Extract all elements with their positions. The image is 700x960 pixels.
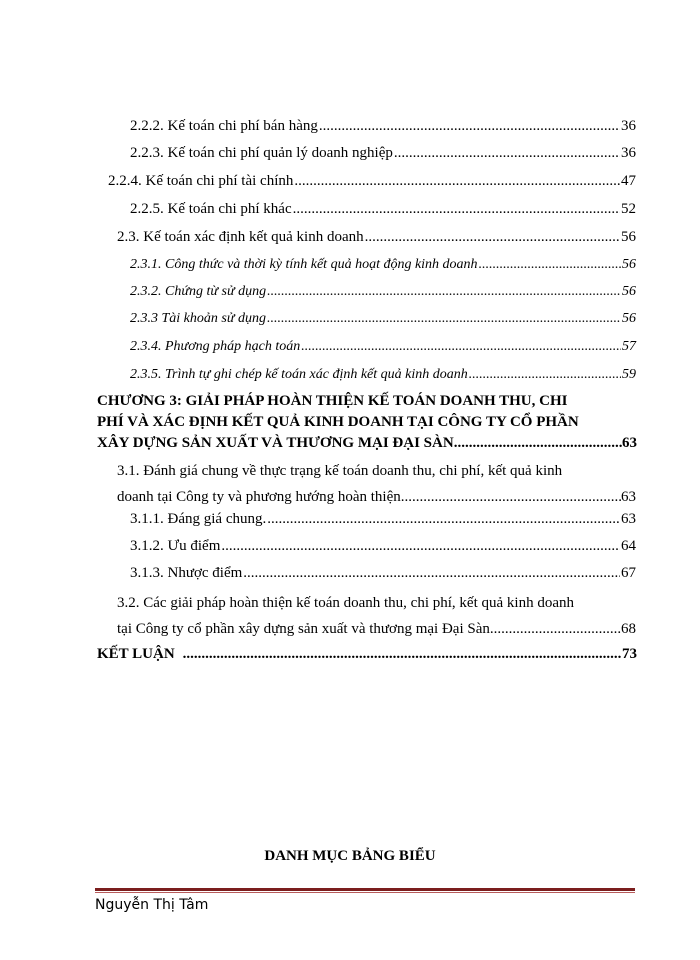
toc-label: 2.3. Kế toán xác định kết quả kinh doanh [117,229,364,245]
toc-label: 2.2.4. Kế toán chi phí tài chính [108,173,294,189]
toc-row-2-3-1[interactable] [130,256,636,274]
toc-page-number: 56 [621,229,636,245]
chapter-3-line-3-text: XÂY DỰNG SẢN XUẤT VÀ THƯƠNG MẠI ĐẠI SÀN. [97,435,458,451]
toc-page-number: 68 [621,621,636,637]
footer-author: Nguyễn Thị Tâm [95,897,209,913]
toc-label: 3.1.3. Nhược điểm [130,565,243,581]
footer-rule-thin [95,892,635,893]
chapter-3-line-1: CHƯƠNG 3: GIẢI PHÁP HOÀN THIỆN KẾ TOÁN DOANH THU, CHI [97,393,568,409]
toc-leader-dots [394,144,620,162]
toc-row-2-2-5[interactable] [130,200,636,218]
toc-page-number: 67 [621,565,636,581]
section-3-2-line-2 [117,616,636,642]
toc-page-number: 52 [621,201,636,217]
toc-page-number: 36 [621,145,636,161]
toc-row-2-3-4[interactable] [130,338,636,356]
toc-page-number: 57 [622,339,636,354]
toc-leader-dots [293,200,620,218]
toc-page-number: 56 [622,311,636,326]
toc-label: 2.2.2. Kế toán chi phí bán hàng [130,118,318,134]
toc-label: 2.2.3. Kế toán chi phí quản lý doanh nghiệp [130,145,393,161]
toc-leader-dots [365,228,620,246]
toc-leader-dots [479,256,621,274]
toc-row-2-2-3[interactable] [130,144,636,162]
toc-label: 2.3.2. Chứng từ sử dụng [130,284,267,299]
toc-leader-dots [243,564,620,582]
toc-row-3-1-3[interactable] [130,564,636,582]
toc-page-number: 36 [621,118,636,134]
toc-row-2-3-5[interactable] [130,366,636,384]
toc-row-3-1-2[interactable] [130,537,636,555]
toc-leader-dots [469,366,621,384]
toc-leader-dots [221,537,620,555]
section-3-1-line-2 [117,484,636,510]
toc-leader-dots [267,283,621,301]
toc-row-2-2-4[interactable] [108,172,636,190]
toc-section-3-2[interactable] [117,590,636,642]
toc-leader-dots [319,117,620,135]
toc-page-number: 59 [622,367,636,382]
toc-label: 2.3.1. Công thức và thời kỳ tính kết quả hoạt động kinh doanh [130,257,478,272]
toc-page-number: 73 [622,646,637,662]
toc-page-number: 56 [622,257,636,272]
toc-row-conclusion[interactable] [97,645,637,663]
toc-row-2-3[interactable] [117,228,636,246]
toc-label: 2.3.5. Trình tự ghi chép kế toán xác định kết quả kinh doanh [130,367,468,382]
section-3-1-line-2-text: doanh tại Công ty và phương hướng hoàn thiện [117,489,401,505]
toc-row-2-3-3[interactable] [130,310,636,328]
toc-leader-dots [267,510,620,528]
section-3-1-line-1: 3.1. Đánh giá chung về thực trạng kế toán doanh thu, chi phí, kết quả kinh [117,463,563,479]
toc-row-3-1-1[interactable] [130,510,636,528]
footer-rule [95,888,635,891]
toc-label: 2.3.3 Tài khoản sử dụng [130,311,266,326]
toc-page-number: 64 [621,538,636,554]
toc-row-2-2-2[interactable] [130,117,636,135]
toc-leader-dots [301,338,621,356]
toc-chapter-3[interactable] [97,391,637,454]
section-title: DANH MỤC BẢNG BIỂU [264,848,436,864]
section-3-2-line-1: 3.2. Các giải pháp hoàn thiện kế toán doanh thu, chi phí, kết quả kinh doanh [117,595,574,611]
chapter-3-line-3 [97,433,637,454]
toc-label: 2.3.4. Phương pháp hạch toán [130,339,301,354]
toc-label: 3.1.2. Ưu điểm [130,538,221,554]
toc-page-number: 63 [621,489,636,505]
toc-leader-dots [267,310,621,328]
toc-label: 3.1.1. Đáng giá chung. [130,511,267,527]
chapter-3-line-2: PHÍ VÀ XÁC ĐỊNH KẾT QUẢ KINH DOANH TẠI CÔNG TY CỔ PHẦN [97,414,579,430]
toc-row-2-3-2[interactable] [130,283,636,301]
section-3-2-line-2-text: tại Công ty cổ phần xây dựng sản xuất và thương mại Đại Sàn. [117,621,494,637]
toc-page-number: 56 [622,284,636,299]
toc-leader-dots [401,484,621,510]
toc-leader-dots [183,645,621,663]
toc-section-3-1[interactable] [117,458,636,510]
toc-page-number: 63 [622,435,637,451]
toc-label: KẾT LUẬN [97,646,175,662]
toc-leader-dots [294,172,620,190]
toc-leader-dots [494,616,621,642]
toc-page-number: 47 [621,173,636,189]
toc-leader-dots [457,433,622,454]
toc-label: 2.2.5. Kế toán chi phí khác [130,201,292,217]
toc-page-number: 63 [621,511,636,527]
